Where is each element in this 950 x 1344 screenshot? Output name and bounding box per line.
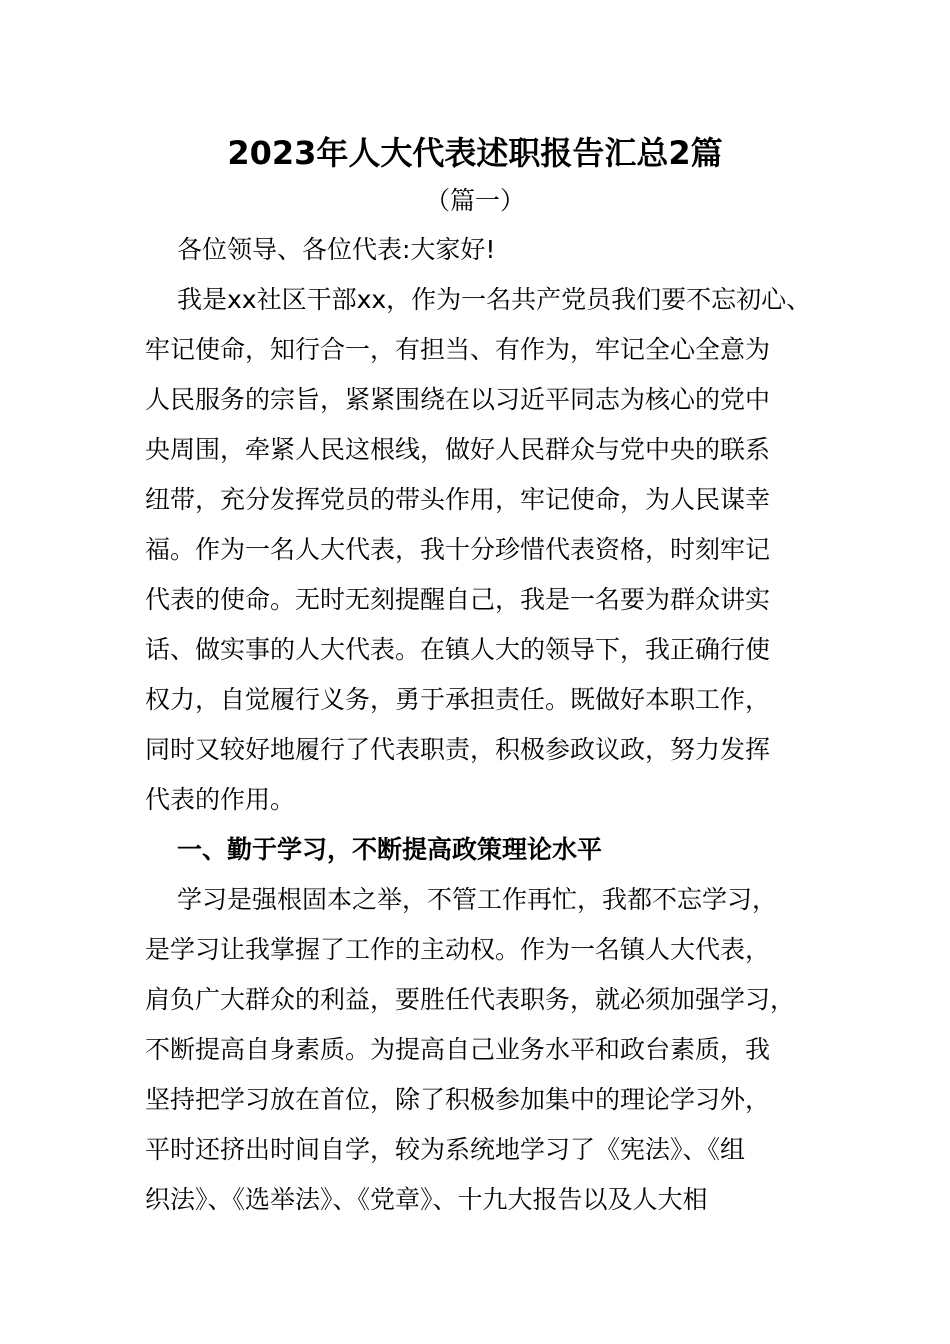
paragraph-line: 肩负广大群众的利益，要胜任代表职务，就必须加强学习， bbox=[145, 985, 796, 1014]
paragraph-line: 同时又较好地履行了代表职责，积极参政议政，努力发挥 bbox=[145, 735, 771, 764]
paragraph-line: 织法》、《选举法》、《党章》、十九大报告以及人大相 bbox=[145, 1185, 708, 1214]
document-title: 2023年人大代表述职报告汇总2篇 bbox=[227, 134, 723, 172]
document-body bbox=[145, 225, 825, 1225]
greeting-line: 各位领导、各位代表:大家好! bbox=[177, 235, 496, 264]
paragraph-line: 纽带，充分发挥党员的带头作用，牢记使命，为人民谋幸 bbox=[145, 485, 771, 514]
paragraph-line: 牢记使命，知行合一，有担当、有作为，牢记全心全意为 bbox=[145, 335, 771, 364]
paragraph-line: 话、做实事的人大代表。在镇人大的领导下，我正确行使 bbox=[145, 635, 771, 664]
paragraph-line: 学习是强根固本之举，不管工作再忙，我都不忘学习， bbox=[177, 885, 778, 914]
paragraph-line: 平时还挤出时间自学，较为系统地学习了《宪法》、《组 bbox=[145, 1135, 746, 1164]
paragraph-line: 不断提高自身素质。为提高自己业务水平和政台素质，我 bbox=[145, 1035, 771, 1064]
paragraph-line: 我是xx社区干部xx，作为一名共产党员我们要不忘初心、 bbox=[177, 285, 812, 314]
paragraph-line: 福。作为一名人大代表，我十分珍惜代表资格，时刻牢记 bbox=[145, 535, 771, 564]
document-subtitle: （篇一） bbox=[424, 186, 525, 215]
paragraph-line: 权力，自觉履行义务，勇于承担责任。既做好本职工作， bbox=[145, 685, 771, 714]
paragraph-line: 坚持把学习放在首位，除了积极参加集中的理论学习外， bbox=[145, 1085, 771, 1114]
paragraph-line: 是学习让我掌握了工作的主动权。作为一名镇人大代表， bbox=[145, 935, 771, 964]
paragraph-line: 代表的使命。无时无刻提醒自己，我是一名要为群众讲实 bbox=[145, 585, 771, 614]
section-heading: 一、勤于学习，不断提高政策理论水平 bbox=[177, 835, 603, 864]
paragraph-line: 人民服务的宗旨，紧紧围绕在以习近平同志为核心的党中 bbox=[145, 385, 771, 414]
paragraph-line: 央周围，牵紧人民这根线，做好人民群众与党中央的联系 bbox=[145, 435, 771, 464]
paragraph-line: 代表的作用。 bbox=[145, 785, 296, 814]
